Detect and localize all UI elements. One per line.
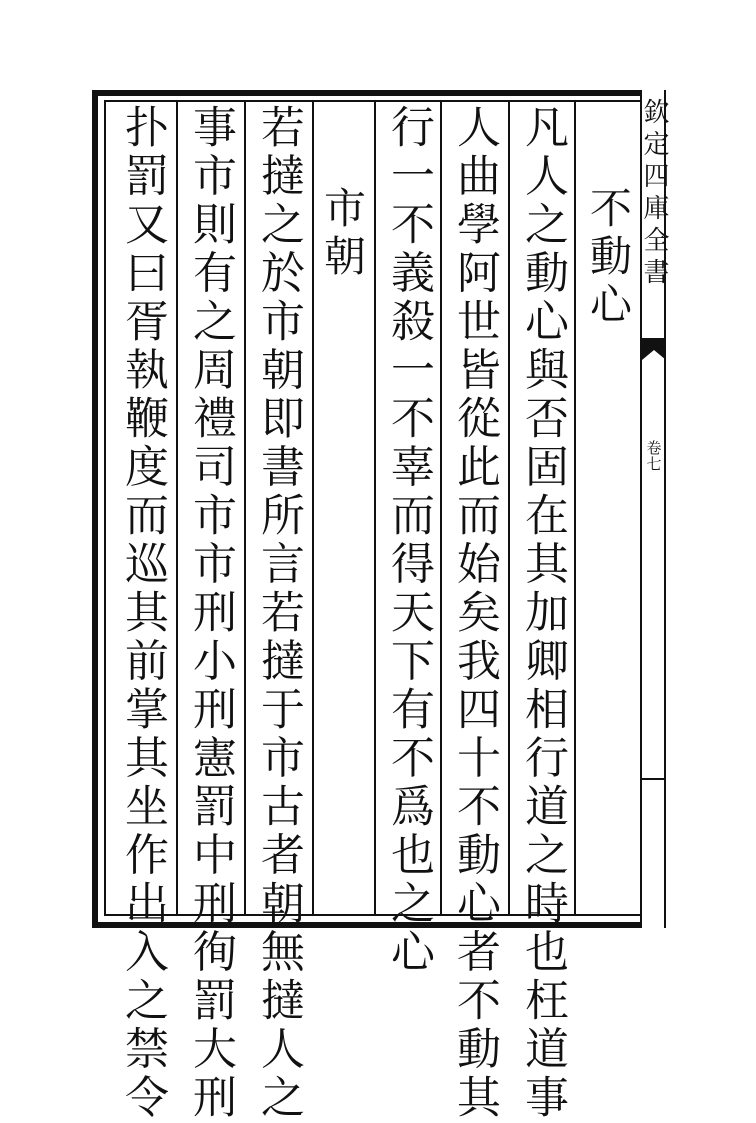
section-heading-shi-chao: 市朝 <box>318 186 367 282</box>
fishtail-mark <box>642 338 666 368</box>
book-title-text: 欽定四庫全書 <box>639 98 669 290</box>
text-column: 事市則有之周禮司市市刑小刑憲罰中刑徇罰大刑 <box>185 104 236 1123</box>
column-rule <box>508 102 510 914</box>
juan-label-text: 卷七 <box>644 440 663 472</box>
edge-mark <box>642 778 664 780</box>
text-column: 凡人之動心與否固在其加卿相行道之時也枉道事 <box>517 104 568 1123</box>
column-rule <box>440 102 442 914</box>
text-column: 若撻之於市朝即書所言若撻于市古者朝無撻人之 <box>253 104 304 1123</box>
column-rule <box>574 102 576 914</box>
column-rule <box>176 102 178 914</box>
column-rule <box>374 102 376 914</box>
text-column: 行一不義殺一不辜而得天下有不爲也之心 <box>383 104 434 977</box>
text-column: 扑罰又曰胥執鞭度而巡其前掌其坐作出入之禁令 <box>117 104 168 1123</box>
column-rule <box>244 102 246 914</box>
section-heading-bu-dong-xin: 不動心 <box>584 186 633 330</box>
book-title <box>640 98 668 328</box>
juan-label <box>640 440 668 500</box>
text-column: 人曲學阿世皆從此而始矣我四十不動心者不動其 <box>449 104 500 1123</box>
